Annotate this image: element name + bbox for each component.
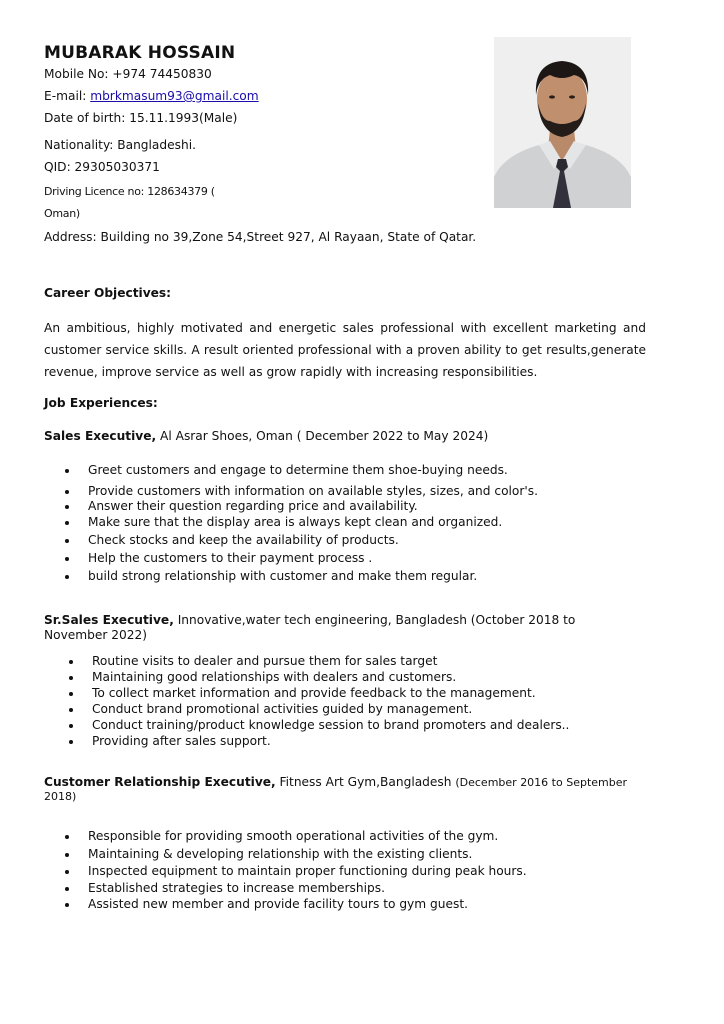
list-item: Maintaining good relationships with dealers and customers. — [92, 670, 457, 684]
list-item: Answer their question regarding price and availability. — [88, 499, 418, 513]
job-1-header — [44, 429, 488, 443]
profile-photo-illustration — [494, 37, 631, 208]
mobile-number: Mobile No: +974 74450830 — [44, 67, 212, 81]
career-objectives-heading: Career Objectives: — [44, 286, 172, 300]
qid: QID: 29305030371 — [44, 160, 160, 174]
driving-licence-line1: Driving Licence no: 128634379 ( — [44, 185, 215, 198]
list-item: To collect market information and provide feedback to the management. — [92, 686, 536, 700]
email-link[interactable]: mbrkmasum93@gmail.com — [90, 89, 259, 103]
list-item: Inspected equipment to maintain proper functioning during peak hours. — [88, 864, 527, 878]
job-3-header — [44, 775, 627, 789]
job-2-detail: Innovative,water tech engineering, Bangladesh (October 2018 to — [173, 613, 576, 627]
email-label: E-mail: — [44, 89, 91, 103]
job-3-title: Customer Relationship Executive, — [44, 775, 276, 789]
list-item: Routine visits to dealer and pursue them for sales target — [92, 654, 438, 668]
career-objectives-text: An ambitious, highly motivated and energetic sales professional with excellent marketing and customer service skills. A result oriented professional with a proven ability to get results,generate revenue, improve service as well as grow rapidly with increasing responsibilities. — [44, 321, 646, 379]
job-1-title: Sales Executive, — [44, 429, 157, 443]
list-item: Make sure that the display area is always kept clean and organized. — [88, 515, 503, 529]
list-item: Conduct brand promotional activities guided by management. — [92, 702, 473, 716]
list-item: Assisted new member and provide facility tours to gym guest. — [88, 897, 468, 911]
list-item: Conduct training/product knowledge session to brand promoters and dealers.. — [92, 718, 570, 732]
driving-licence-line2: Oman) — [44, 207, 80, 220]
list-item: Responsible for providing smooth operational activities of the gym. — [88, 829, 499, 843]
list-item: build strong relationship with customer and make them regular. — [88, 569, 478, 583]
list-item: Help the customers to their payment process . — [88, 551, 373, 565]
candidate-name: MUBARAK HOSSAIN — [44, 43, 236, 63]
address: Address: Building no 39,Zone 54,Street 927, Al Rayaan, State of Qatar. — [44, 230, 477, 244]
list-item: Provide customers with information on available styles, sizes, and color's. — [88, 484, 538, 498]
list-item: Providing after sales support. — [92, 734, 271, 748]
job-3-detail: Fitness Art Gym,Bangladesh — [275, 775, 456, 789]
job-experiences-heading: Job Experiences: — [44, 396, 158, 410]
job-1-detail: Al Asrar Shoes, Oman ( December 2022 to May 2024) — [156, 429, 489, 443]
profile-photo — [494, 37, 631, 208]
job-3-dates: (December 2016 to September — [455, 776, 628, 789]
job-2-title: Sr.Sales Executive, — [44, 613, 174, 627]
nationality: Nationality: Bangladeshi. — [44, 138, 196, 152]
job-2-header — [44, 613, 575, 627]
email-line — [44, 89, 259, 103]
list-item: Established strategies to increase memberships. — [88, 881, 385, 895]
list-item: Check stocks and keep the availability of products. — [88, 533, 399, 547]
list-item: Maintaining & developing relationship with the existing clients. — [88, 847, 473, 861]
date-of-birth: Date of birth: 15.11.1993(Male) — [44, 111, 238, 125]
job-3-detail-line2: 2018) — [44, 790, 77, 803]
job-2-detail-line2: November 2022) — [44, 628, 148, 642]
list-item: Greet customers and engage to determine them shoe-buying needs. — [88, 463, 508, 477]
